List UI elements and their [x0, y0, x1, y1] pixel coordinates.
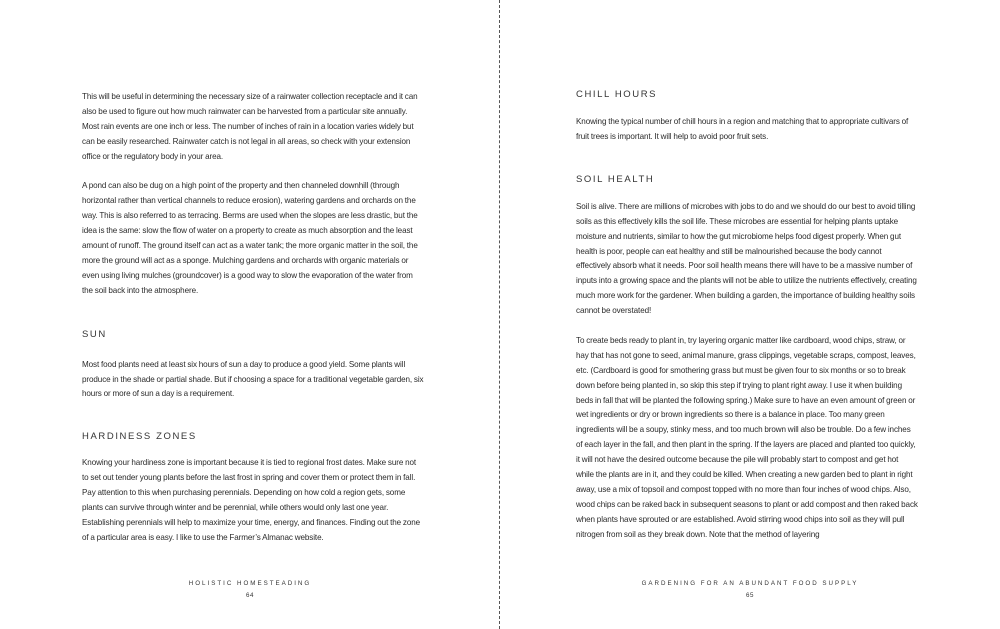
- left-text-column: [82, 90, 424, 546]
- soil-health-paragraph-1: Soil is alive. There are millions of microbes with jobs to do and we should do our best to avoid tilling soils as this effectively kills the soil life. These microbes are essential for helping plants uptake moisture and nutrients, similar to how the gut microbiome helps food digest properly. When gut health is poor, people can eat healthy and still be malnourished because the body cannot effectively absorb what it needs. Poor soil health means there will have to be a massive number of inputs into a growing space and the plants will not be able to utilize the nutrients effectively, creating much more work for the gardener. When building a garden, the importance of building healthy soils cannot be overstated!: [576, 201, 917, 316]
- right-running-title: GARDENING FOR AN ABUNDANT FOOD SUPPLY: [641, 580, 859, 587]
- pond-paragraph: A pond can also be dug on a high point of the property and then channeled downhill (through horizontal rather than vertical channels to reduce erosion), watering gardens and orchards on the way. This is also referred to as terracing. Berms are used when the slopes are less drastic, but the idea is the same: slow the flow of water on a property to create as much absorption and the least amount of runoff. The ground itself can act as a water tank; the more organic matter in the soil, the more the ground will act as a sponge. Mulching gardens and orchards with organic materials or even using living mulches (groundcover) is a good way to slow the evaporation of the water from the soil back into the atmosphere.: [82, 181, 418, 295]
- chill-hours-heading: CHILL HOURS: [576, 89, 658, 100]
- right-footer: [500, 580, 1000, 599]
- sun-heading: SUN: [82, 328, 107, 340]
- left-page-number: 64: [246, 592, 254, 599]
- soil-health-heading: SOIL HEALTH: [576, 173, 655, 185]
- soil-health-paragraph-2: To create beds ready to plant in, try layering organic matter like cardboard, wood chips, straw, or hay that has not gone to seed, animal manure, grass clippings, vegetable scraps, compost, leaves, etc. (Cardboard is good for smothering grass but must be given four to six months or so to break down before being planted in, so skip this step if trying to plant right away. I use it when building beds in fall that will be planted the following spring.) Make sure to have an even amount of green or wet ingredients or dry or brown ingredients so there is a balance in place. Too many green ingredients will be a soupy, stinky mess, and too much brown will also be trouble. Do a few inches of each layer in the fall, and then plant in the spring. If the layers are placed and planted too quickly, it will not have the desired outcome because the pile will probably start to compost and get hot while the plants are in it, and they could be killed. When creating a new garden bed to plant in right away, use a mix of topsoil and compost topped with no more than four inches of wood chips. Also, wood chips can be raked back in subsequent seasons to plant or add compost and then raked back when plants have sprouted or are established. Avoid stirring wood chips into soil as they will pull nitrogen from soil as they break down. Note that the method of layering: [576, 335, 918, 539]
- right-text-column: [576, 89, 918, 543]
- right-page-number: 65: [746, 592, 754, 599]
- left-running-title: HOLISTIC HOMESTEADING: [188, 580, 312, 587]
- hardiness-paragraph: Knowing your hardiness zone is important because it is tied to regional frost dates. Make sure not to set out tender young plants before the last frost in spring and cover them or protect them in fall. Pay attention to this when purchasing perennials. Depending on how cold a region gets, some plants can survive through winter and be perennial, while others would only last one year. Establishing perennials will help to maximize your time, energy, and finances. Finding out the zone of a particular area is easy. I like to use the Farmer’s Almanac website.: [82, 458, 421, 542]
- right-page: [500, 0, 1000, 629]
- hardiness-zones-heading: HARDINESS ZONES: [82, 431, 197, 443]
- left-footer: [0, 580, 500, 599]
- sun-paragraph: Most food plants need at least six hours of sun a day to produce a good yield. Some plants will produce in the shade or partial shade. But if choosing a space for a traditional vegetable garden, six hours or more of sun a day is a requirement.: [82, 359, 424, 399]
- chill-hours-paragraph: Knowing the typical number of chill hours in a region and matching that to appropriate cultivars of fruit trees is important. It will help to avoid poor fruit sets.: [576, 117, 909, 141]
- rainwater-paragraph: This will be useful in determining the necessary size of a rainwater collection receptacle and it can also be used to figure out how much rainwater can be harvested from a particular site annually. Most rain events are one inch or less. The number of inches of rain in a location varies widely but can be easily researched. Rainwater catch is not legal in all areas, so check with your extension office or the regulatory body in your area.: [82, 92, 418, 161]
